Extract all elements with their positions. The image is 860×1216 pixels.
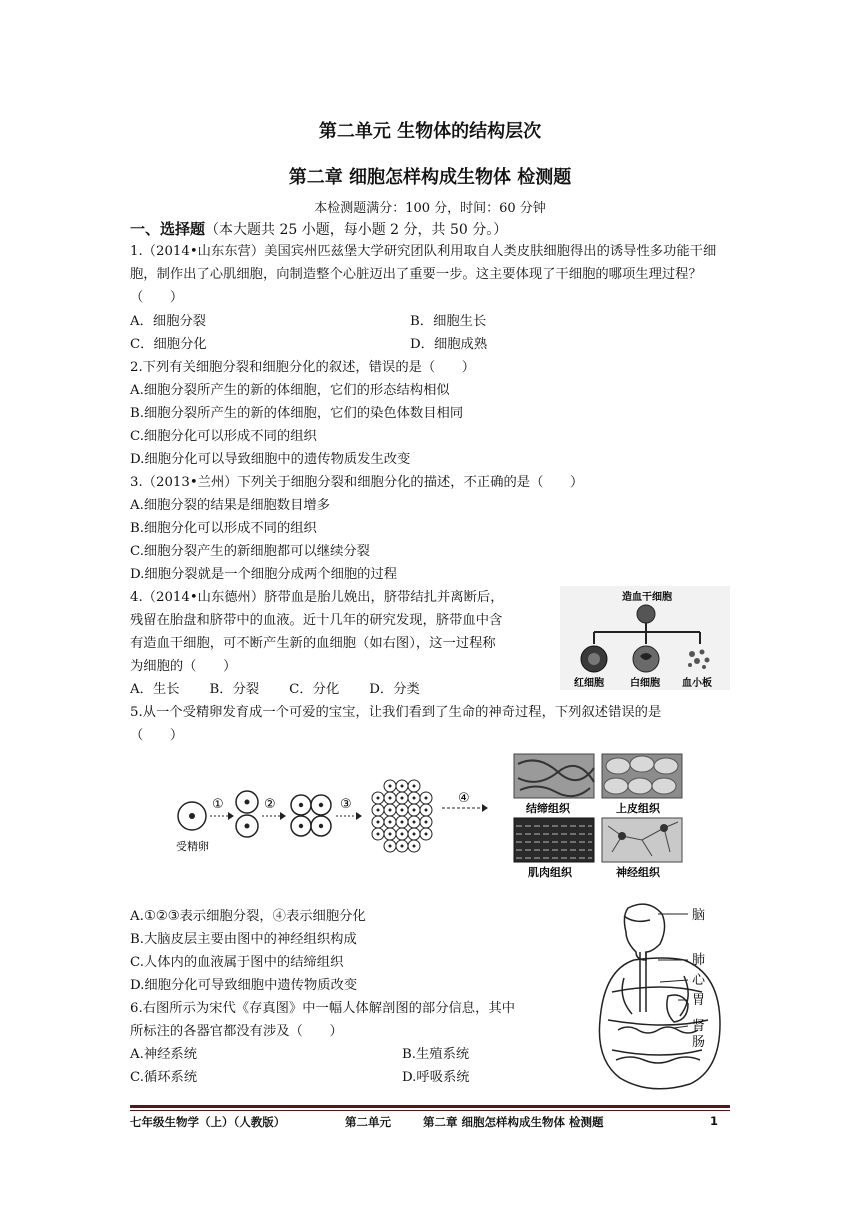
cluster-cell-nucleus [389, 809, 392, 812]
arrow-1-head [228, 812, 234, 820]
q3-option-a: A.细胞分裂的结果是细胞数目增多 [130, 498, 330, 513]
cluster-cell-nucleus [389, 833, 392, 836]
q2-option-b: B.细胞分裂所产生的新的体细胞，它们的染色体数目相同 [130, 406, 464, 421]
cluster-cell-nucleus [413, 821, 416, 824]
platelet-label: 血小板 [682, 678, 712, 689]
arrow-4-head [482, 804, 488, 812]
cluster-cell-nucleus [401, 785, 404, 788]
anatomy-figure [588, 900, 728, 1092]
footer-rule-thick [130, 1105, 730, 1108]
arrow-2-head [280, 812, 286, 820]
cluster-cell-nucleus [413, 833, 416, 836]
development-figure [170, 750, 700, 880]
unit-title: 第二单元 生物体的结构层次 [318, 121, 542, 142]
q2-option-a: A.细胞分裂所产生的新的体细胞，它们的形态结构相似 [130, 383, 450, 398]
cell-cluster [372, 780, 432, 852]
question-6-line-1: 6.右图所示为宋代《存真图》中一幅人体解剖图的部分信息，其中 [130, 1001, 515, 1016]
cluster-cell-nucleus [401, 809, 404, 812]
cluster-cell-nucleus [401, 845, 404, 848]
muscle-tissue-image [514, 818, 594, 862]
q1-option-b: B．细胞生长 [410, 314, 487, 329]
step-1-label: ① [212, 797, 224, 812]
q6-option-d: D.呼吸系统 [402, 1070, 470, 1085]
lung-label: 肺 [692, 953, 706, 968]
nervous-tissue-label: 神经组织 [616, 866, 660, 879]
section-title: 一、选择题 [130, 220, 206, 238]
stomach-label: 胃 [692, 993, 706, 1008]
q4-options [130, 678, 450, 701]
cluster-cell-nucleus [389, 797, 392, 800]
zygote-nucleus [189, 813, 195, 819]
q1-option-d: D．细胞成熟 [410, 337, 488, 352]
cluster-cell-nucleus [425, 809, 428, 812]
cluster-cell-nucleus [377, 833, 380, 836]
step-2-label: ② [264, 797, 276, 812]
cluster-cell-nucleus [413, 785, 416, 788]
brain-label: 脑 [692, 908, 706, 923]
cluster-cell-nucleus [413, 809, 416, 812]
footer-rule-thin [130, 1110, 730, 1111]
cluster-cell-nucleus [425, 833, 428, 836]
question-4-line-1: 4.（2014•山东德州）脐带血是胎儿娩出，脐带结扎并离断后， [130, 590, 504, 605]
two-cell-bottom-nucleus [245, 824, 250, 829]
kidney-label: 肾 [692, 1019, 706, 1034]
q3-option-c: C.细胞分裂产生的新细胞都可以继续分裂 [130, 544, 370, 559]
exam-info: 本检测题满分：100 分，时间：60 分钟 [314, 201, 546, 216]
stem-cell-label: 造血干细胞 [622, 592, 672, 603]
q4-option-c: C．分化 [289, 682, 340, 697]
q6-option-b: B.生殖系统 [402, 1047, 470, 1062]
question-4-line-4: 为细胞的（ ） [130, 659, 237, 674]
question-4-line-3: 有造血干细胞，可不断产生新的血细胞（如右图），这一过程称 [130, 636, 496, 651]
question-6-line-2: 所标注的各器官都没有涉及（ ） [130, 1024, 343, 1039]
q4-option-b: B．分裂 [209, 682, 260, 697]
intestine-label: 肠 [692, 1035, 706, 1050]
question-1-stem: 1.（2014•山东东营）美国宾州匹兹堡大学研究团队利用取自人类皮肤细胞得出的诱导性多功能干细胞，制作出了心肌细胞，向制造整个心脏迈出了重要一步。这主要体现了干细胞的哪项生理过程？（ ） [130, 244, 717, 305]
chapter-title: 第二章 细胞怎样构成生物体 检测题 [288, 167, 572, 188]
muscle-tissue-label: 肌肉组织 [528, 866, 572, 879]
cluster-cell-nucleus [389, 785, 392, 788]
q6-option-c: C.循环系统 [130, 1070, 198, 1085]
q5-option-a: A.①②③表示细胞分裂，④表示细胞分化 [130, 909, 366, 924]
q2-option-c: C.细胞分化可以形成不同的组织 [130, 429, 317, 444]
cluster-cell-nucleus [389, 821, 392, 824]
cluster-cell-nucleus [401, 833, 404, 836]
zygote-label: 受精卵 [176, 840, 209, 853]
step-3-label: ③ [340, 797, 352, 812]
q5-option-b: B.大脑皮层主要由图中的神经组织构成 [130, 932, 357, 947]
q6-option-a: A.神经系统 [130, 1047, 198, 1062]
q1-option-c: C．细胞分化 [130, 337, 207, 352]
section-heading [130, 218, 507, 239]
question-5-line-2: （ ） [130, 728, 184, 743]
cluster-cell-nucleus [389, 845, 392, 848]
cluster-cell-nucleus [377, 809, 380, 812]
red-cell-center [588, 653, 600, 665]
section-note: （本大题共 25 小题，每小题 2 分，共 50 分。） [205, 222, 508, 238]
stem-cell [637, 605, 655, 623]
cluster-cell-nucleus [377, 797, 380, 800]
q4-option-a: A．生长 [130, 682, 180, 697]
heart-label: 心 [692, 973, 706, 988]
two-cell-top-nucleus [245, 800, 250, 805]
cluster-cell-nucleus [401, 821, 404, 824]
cluster-cell-nucleus [413, 845, 416, 848]
cluster-cell-nucleus [413, 797, 416, 800]
connective-tissue-label: 结缔组织 [526, 802, 570, 815]
footer-book: 七年级生物学（上）（人教版） [130, 1115, 286, 1129]
question-4-line-2: 残留在胎盘和脐带中的血液。近十几年的研究发现，脐带血中含 [130, 613, 503, 628]
cluster-cell-nucleus [377, 821, 380, 824]
epithelial-tissue-label: 上皮组织 [616, 802, 660, 815]
q4-option-d: D．分类 [369, 682, 420, 697]
step-4-label: ④ [458, 791, 470, 806]
q5-option-d: D.细胞分化可导致细胞中遗传物质改变 [130, 978, 358, 993]
cluster-cell-nucleus [401, 797, 404, 800]
cluster-cell-nucleus [425, 821, 428, 824]
footer-chapter: 第二章 细胞怎样构成生物体 检测题 [423, 1115, 604, 1129]
q3-option-d: D.细胞分裂就是一个细胞分成两个细胞的过程 [130, 567, 398, 582]
arrow-3-head [356, 812, 362, 820]
white-cell-label: 白细胞 [630, 678, 660, 689]
blood-stem-cell-figure [560, 586, 730, 690]
question-2-stem: 2.下列有关细胞分裂和细胞分化的叙述，错误的是（ ） [130, 360, 476, 375]
red-cell-label: 红细胞 [574, 678, 604, 689]
question-5-line-1: 5.从一个受精卵发育成一个可爱的宝宝，让我们看到了生命的神奇过程，下列叙述错误的是 [130, 705, 662, 720]
footer-unit: 第二单元 [345, 1115, 391, 1129]
q3-option-b: B.细胞分化可以形成不同的组织 [130, 521, 317, 536]
page-number: 1 [710, 1114, 719, 1128]
cluster-cell-nucleus [425, 797, 428, 800]
four-cell-stage [291, 795, 331, 836]
question-3-stem: 3.（2013•兰州）下列关于细胞分裂和细胞分化的描述，不正确的是（ ） [130, 475, 584, 490]
q2-option-d: D.细胞分化可以导致细胞中的遗传物质发生改变 [130, 452, 411, 467]
q5-option-c: C.人体内的血液属于图中的结缔组织 [130, 955, 344, 970]
q1-option-a: A．细胞分裂 [130, 314, 207, 329]
